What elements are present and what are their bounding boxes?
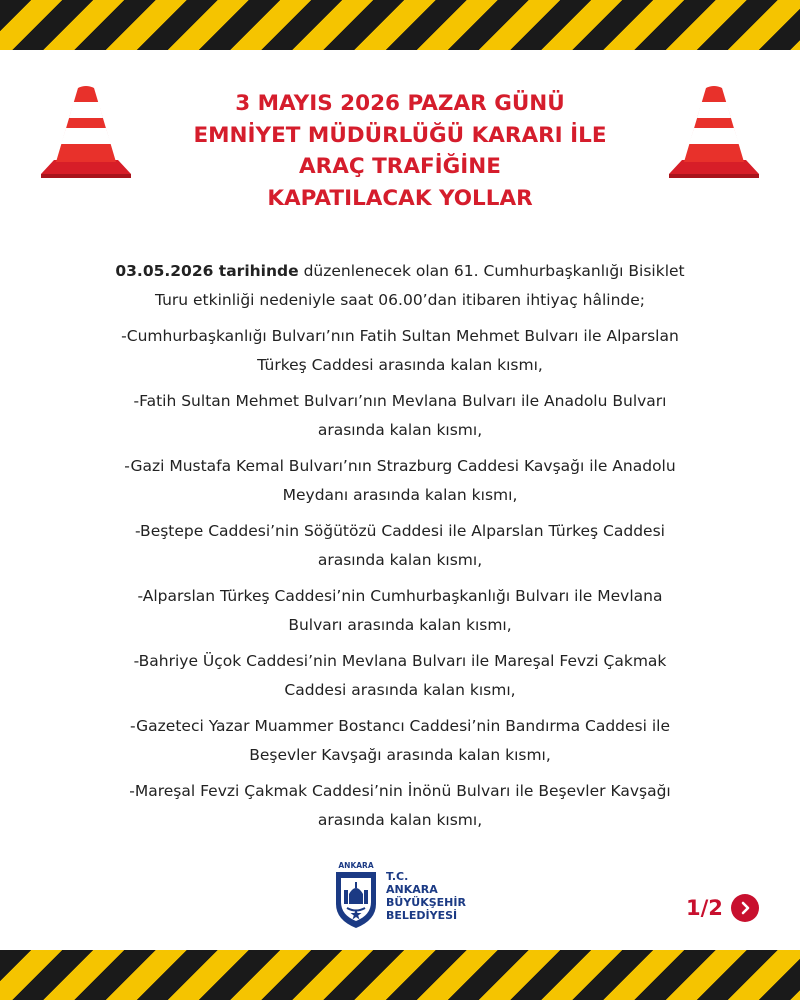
- road-line: Meydanı arasında kalan kısmı,: [282, 486, 518, 504]
- road-line: arasında kalan kısmı,: [317, 811, 483, 829]
- logo-line: T.C.: [386, 870, 409, 883]
- announcement-title: [160, 88, 640, 214]
- closed-road-item: [70, 322, 730, 380]
- road-line: Beşevler Kavşağı arasında kalan kısmı,: [249, 746, 551, 764]
- title-line: 3 MAYIS 2026 PAZAR GÜNÜ: [235, 91, 565, 116]
- road-line: Bulvarı arasında kalan kısmı,: [288, 616, 512, 634]
- road-line: -Mareşal Fevzi Çakmak Caddesi’nin İnönü Bulvarı ile Beşevler Kavşağı: [129, 782, 671, 800]
- closed-road-item: [70, 452, 730, 510]
- road-line: arasında kalan kısmı,: [317, 421, 483, 439]
- logo-line: ANKARA: [386, 883, 438, 896]
- road-line: -Cumhurbaşkanlığı Bulvarı’nın Fatih Sultan Mehmet Bulvarı ile Alparslan: [121, 327, 679, 345]
- title-line: EMNİYET MÜDÜRLÜĞÜ KARARI İLE: [193, 122, 607, 148]
- page-indicator: [686, 892, 759, 924]
- road-line: -Fatih Sultan Mehmet Bulvarı’nın Mevlana Bulvarı ile Anadolu Bulvarı: [133, 392, 667, 410]
- caution-stripe-top: [0, 0, 800, 50]
- traffic-cone-icon: [664, 82, 764, 182]
- intro-paragraph: [70, 257, 730, 315]
- intro-date: 03.05.2026 tarihinde: [115, 262, 299, 280]
- intro-text: düzenlenecek olan 61. Cumhurbaşkanlığı Bisiklet: [298, 262, 685, 280]
- chevron-right-icon[interactable]: [731, 894, 759, 922]
- road-line: -Gazeteci Yazar Muammer Bostancı Caddesi’nin Bandırma Caddesi ile: [130, 717, 670, 735]
- road-line: -Gazi Mustafa Kemal Bulvarı’nın Strazburg Caddesi Kavşağı ile Anadolu: [124, 457, 676, 475]
- traffic-cone-icon: [36, 82, 136, 182]
- ankara-municipality-logo: [332, 860, 492, 930]
- logo-line: BÜYÜKŞEHİR: [386, 896, 466, 909]
- closed-road-item: [70, 582, 730, 640]
- logo-line: BELEDİYESİ: [386, 909, 458, 922]
- logo-wordmark: [386, 870, 466, 922]
- emblem-label: ANKARA: [338, 861, 374, 870]
- title-line: ARAÇ TRAFİĞİNE: [299, 154, 501, 179]
- title-line: KAPATILACAK YOLLAR: [267, 185, 533, 211]
- intro-text: Turu etkinliği nedeniyle saat 06.00’dan itibaren ihtiyaç hâlinde;: [154, 291, 646, 309]
- caution-stripe-bottom: [0, 950, 800, 1000]
- road-line: -Alparslan Türkeş Caddesi’nin Cumhurbaşkanlığı Bulvarı ile Mevlana: [137, 587, 663, 605]
- closed-road-item: [70, 517, 730, 575]
- road-line: -Bahriye Üçok Caddesi’nin Mevlana Bulvarı ile Mareşal Fevzi Çakmak: [133, 652, 667, 670]
- municipality-emblem-icon: [332, 860, 380, 930]
- road-line: arasında kalan kısmı,: [317, 551, 483, 569]
- closed-road-item: [70, 647, 730, 705]
- road-line: Caddesi arasında kalan kısmı,: [284, 681, 516, 699]
- road-line: Türkeş Caddesi arasında kalan kısmı,: [257, 356, 543, 374]
- closed-road-item: [70, 777, 730, 835]
- closed-road-item: [70, 387, 730, 445]
- road-line: -Beştepe Caddesi’nin Söğütözü Caddesi ile Alparslan Türkeş Caddesi: [135, 522, 665, 540]
- closed-road-item: [70, 712, 730, 770]
- page-number: 1/2: [686, 896, 723, 920]
- announcement-body: [70, 257, 730, 842]
